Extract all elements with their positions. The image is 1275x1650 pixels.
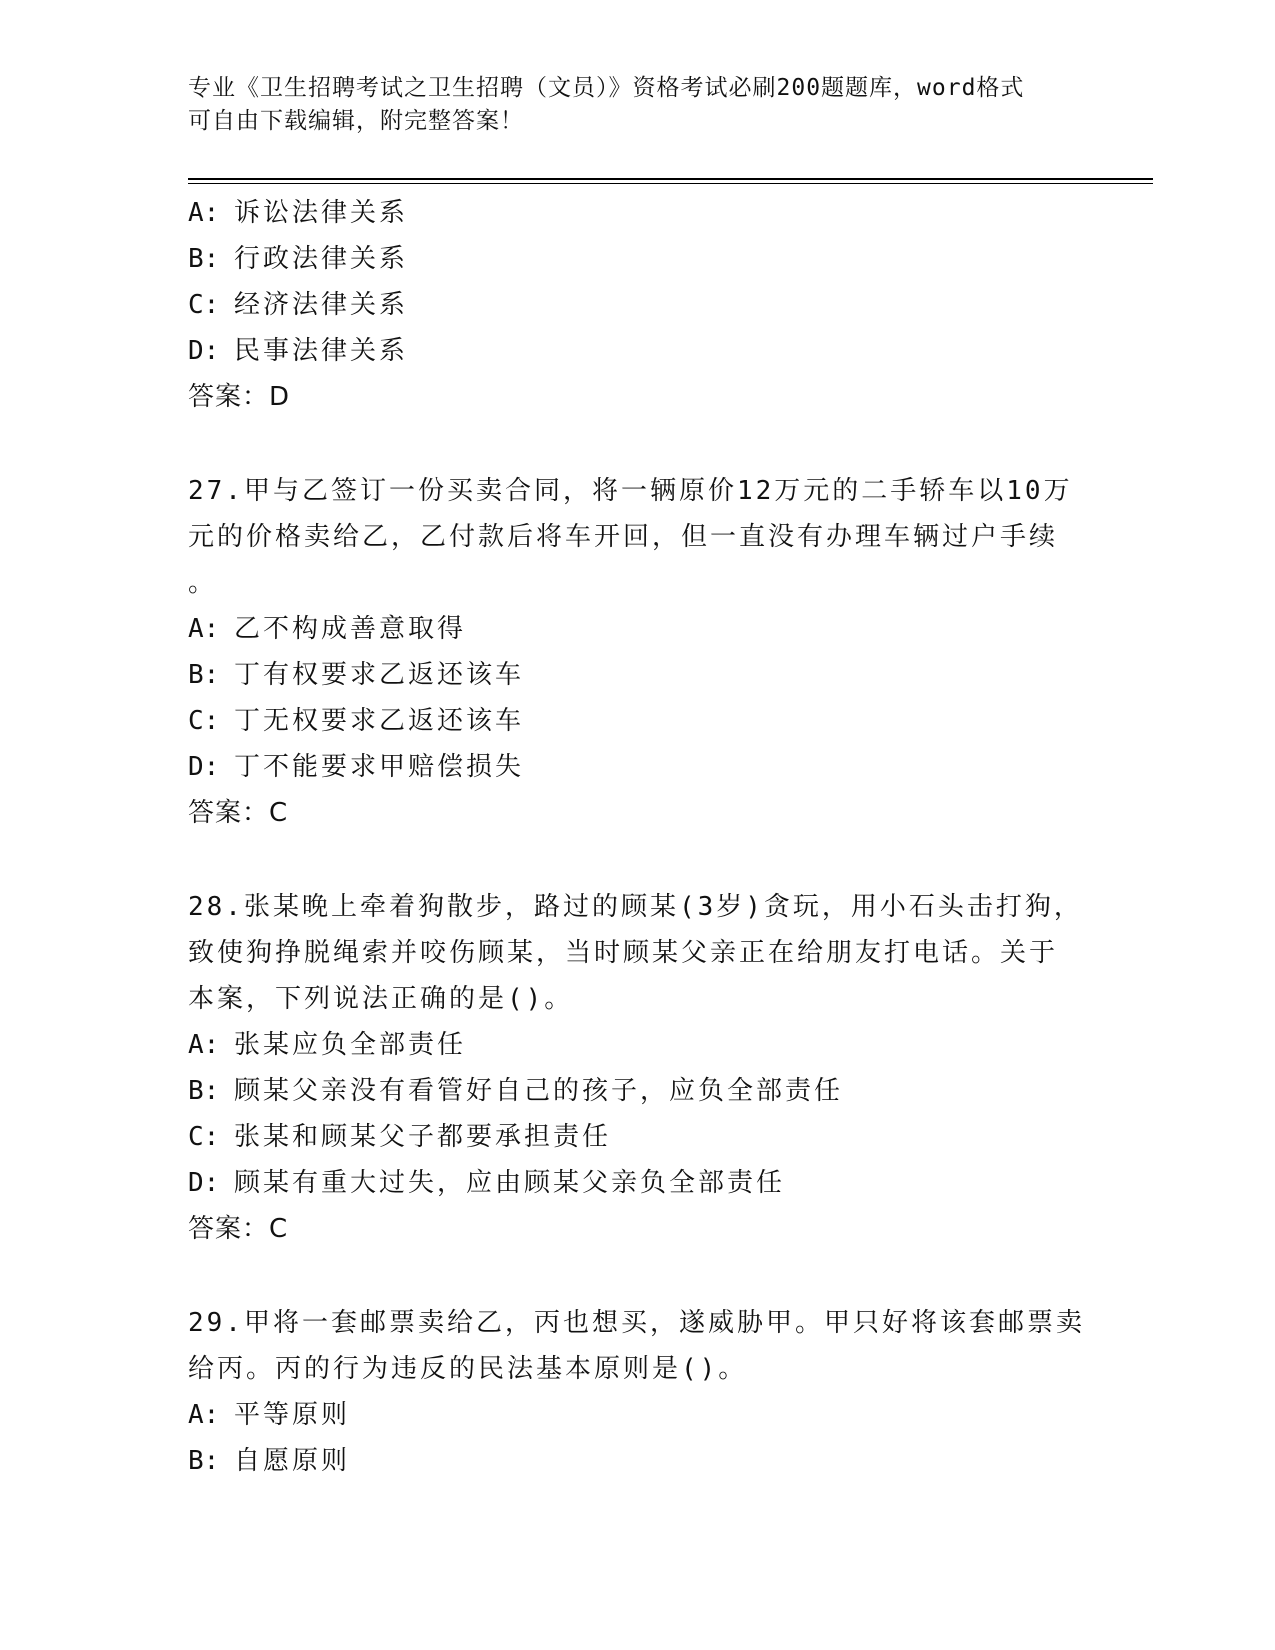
question-spacer — [188, 836, 1088, 884]
header-divider-thick — [188, 178, 1153, 180]
option-letter: A: — [188, 614, 220, 644]
option-text: 张某应负全部责任 — [234, 1030, 467, 1060]
question-27 — [188, 468, 1088, 836]
option-letter: C: — [188, 706, 220, 736]
option-text: 丁无权要求乙返还该车 — [234, 706, 525, 736]
option-c — [188, 698, 1088, 744]
option-letter: A: — [188, 198, 220, 228]
option-text: 自愿原则 — [234, 1446, 351, 1476]
option-a — [188, 190, 1088, 236]
option-text: 行政法律关系 — [234, 244, 409, 274]
question-26 — [188, 190, 1088, 420]
stem-line: 。 — [188, 568, 218, 598]
question-spacer — [188, 1252, 1088, 1300]
question-spacer — [188, 420, 1088, 468]
header-line-1: 专业《卫生招聘考试之卫生招聘（文员）》资格考试必刷200题题库，word格式 — [188, 75, 1025, 101]
option-c — [188, 1114, 1088, 1160]
option-d — [188, 328, 1088, 374]
option-letter: B: — [188, 1076, 220, 1106]
answer-line: 答案：C — [188, 1214, 289, 1244]
question-stem — [188, 1300, 1088, 1392]
stem-line: 29.甲将一套邮票卖给乙，丙也想买，遂威胁甲。甲只好将该套邮票卖 — [188, 1308, 1085, 1338]
option-text: 民事法律关系 — [234, 336, 409, 366]
option-b — [188, 1068, 1088, 1114]
stem-line: 元的价格卖给乙，乙付款后将车开回，但一直没有办理车辆过户手续 — [188, 522, 1059, 552]
header-line-2: 可自由下载编辑，附完整答案！ — [188, 108, 524, 134]
option-b — [188, 1438, 1088, 1484]
option-text: 平等原则 — [234, 1400, 351, 1430]
option-text: 诉讼法律关系 — [234, 198, 409, 228]
stem-line: 本案，下列说法正确的是()。 — [188, 984, 574, 1014]
option-text: 乙不构成善意取得 — [234, 614, 467, 644]
option-letter: C: — [188, 290, 220, 320]
option-letter: D: — [188, 752, 220, 782]
option-d — [188, 744, 1088, 790]
document-header — [188, 72, 1088, 138]
question-list — [188, 190, 1088, 1484]
option-letter: D: — [188, 336, 220, 366]
option-text: 顾某父亲没有看管好自己的孩子，应负全部责任 — [234, 1076, 844, 1106]
option-text: 丁不能要求甲赔偿损失 — [234, 752, 525, 782]
option-letter: A: — [188, 1400, 220, 1430]
header-divider-thin — [188, 183, 1153, 184]
option-text: 丁有权要求乙返还该车 — [234, 660, 525, 690]
stem-line: 27.甲与乙签订一份买卖合同，将一辆原价12万元的二手轿车以10万 — [188, 476, 1073, 506]
option-letter: D: — [188, 1168, 220, 1198]
option-text: 张某和顾某父子都要承担责任 — [234, 1122, 612, 1152]
answer-line: 答案：D — [188, 382, 291, 412]
option-b — [188, 652, 1088, 698]
option-b — [188, 236, 1088, 282]
option-c — [188, 282, 1088, 328]
question-29 — [188, 1300, 1088, 1484]
option-letter: B: — [188, 1446, 220, 1476]
option-letter: B: — [188, 660, 220, 690]
question-28 — [188, 884, 1088, 1252]
answer-line: 答案：C — [188, 798, 289, 828]
option-letter: A: — [188, 1030, 220, 1060]
option-d — [188, 1160, 1088, 1206]
option-text: 经济法律关系 — [234, 290, 409, 320]
stem-line: 28.张某晚上牵着狗散步，路过的顾某(3岁)贪玩，用小石头击打狗， — [188, 892, 1083, 922]
option-a — [188, 606, 1088, 652]
stem-line: 给丙。丙的行为违反的民法基本原则是()。 — [188, 1354, 748, 1384]
stem-line: 致使狗挣脱绳索并咬伤顾某，当时顾某父亲正在给朋友打电话。关于 — [188, 938, 1059, 968]
option-a — [188, 1392, 1088, 1438]
option-letter: B: — [188, 244, 220, 274]
option-a — [188, 1022, 1088, 1068]
option-text: 顾某有重大过失，应由顾某父亲负全部责任 — [234, 1168, 786, 1198]
question-stem — [188, 468, 1088, 606]
option-letter: C: — [188, 1122, 220, 1152]
question-stem — [188, 884, 1088, 1022]
